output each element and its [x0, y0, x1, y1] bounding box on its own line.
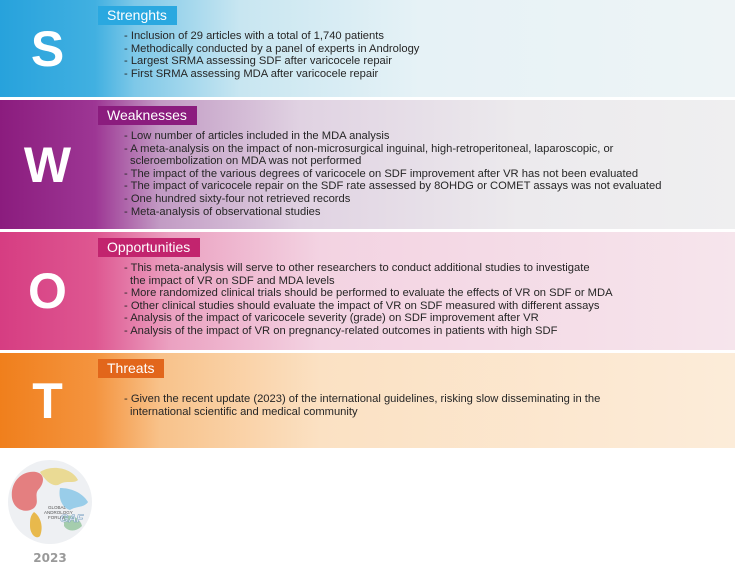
swot-letter-w: W: [23, 136, 72, 193]
list-item: - The impact of varicocele repair on the SDF rate assessed by 8OHDG or COMET assays was not evaluated: [124, 180, 662, 193]
list-item: - More randomized clinical trials should be performed to evaluate the effects of VR on SDF or MDA: [124, 287, 613, 300]
list-item: the impact of VR on SDF and MDA levels: [130, 274, 335, 287]
logo-year: 2023: [33, 551, 67, 565]
swot-weaknesses-list: [124, 130, 727, 218]
list-item: - Given the recent update (2023) of the international guidelines, risking slow disseminating in the: [124, 393, 601, 405]
swot-threats-list: [124, 393, 727, 418]
list-item: - This meta-analysis will serve to other researchers to conduct additional studies to investigate: [124, 262, 590, 274]
swot-threats-section: [0, 353, 735, 448]
list-item: - First SRMA assessing MDA after varicocele repair: [124, 67, 379, 80]
swot-threats-content: [0, 353, 735, 448]
logo-abbreviation: GAF: [60, 513, 84, 525]
logo-text-line: GLOBAL: [48, 505, 67, 510]
swot-letter-o: O: [28, 263, 67, 319]
swot-opportunities-content: [0, 232, 735, 350]
list-item: scleroembolization on MDA was not performed: [130, 155, 362, 168]
list-item: international scientific and medical community: [130, 405, 358, 418]
list-item: - Meta-analysis of observational studies: [124, 205, 321, 218]
logo-text-line: FORUM: [48, 515, 65, 520]
swot-opportunities-list: [124, 262, 727, 338]
list-item: - Analysis of the impact of varicocele severity (grade) on SDF improvement after VR: [124, 312, 539, 325]
list-item: - Largest SRMA assessing SDF after varicocele repair: [124, 55, 392, 68]
logo-text-line: ANDROLOGY: [44, 510, 73, 515]
list-item: - The impact of the various degrees of varicocele on SDF improvement after VR has not been evaluated: [124, 167, 639, 180]
swot-opportunities-title: Opportunities: [98, 238, 200, 257]
swot-weaknesses-content: [0, 100, 735, 229]
list-item: - Other clinical studies should evaluate the impact of VR on SDF measured with different assays: [124, 299, 600, 312]
swot-threats-title: Threats: [98, 359, 164, 378]
list-item: - Analysis of the impact of VR on pregnancy-related outcomes in patients with high SDF: [124, 324, 558, 337]
swot-weaknesses-title: Weaknesses: [98, 106, 197, 125]
list-item: - One hundred sixty-four not retrieved records: [124, 192, 351, 205]
list-item: - Methodically conducted by a panel of experts in Andrology: [124, 42, 420, 55]
list-item: - A meta-analysis on the impact of non-microsurgical inguinal, high-retroperitoneal, laparoscopic, or: [124, 142, 614, 155]
list-item: - Low number of articles included in the MDA analysis: [124, 130, 390, 142]
swot-letter-t: T: [32, 372, 63, 429]
swot-strengths-list: [124, 30, 727, 80]
swot-opportunities-section: [0, 232, 735, 350]
list-item: - Inclusion of 29 articles with a total of 1,740 patients: [124, 30, 384, 42]
swot-letter-s: S: [30, 20, 65, 77]
swot-strengths-title: Strenghts: [98, 6, 177, 25]
swot-strengths-section: [0, 0, 735, 97]
swot-weaknesses-section: [0, 100, 735, 229]
swot-strengths-content: [0, 0, 735, 97]
